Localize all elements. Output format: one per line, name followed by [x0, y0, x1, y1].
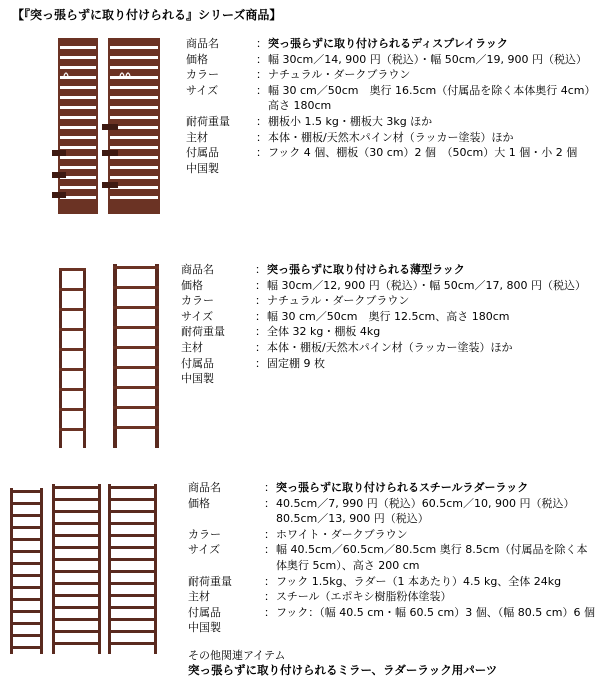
product-spec-display-rack: [186, 36, 598, 176]
display-rack-image: [48, 32, 166, 222]
spec-value: ナチュラル・ダークブラウン: [268, 68, 411, 82]
product-name: 突っ張らずに取り付けられるスチールラダーラック: [276, 481, 529, 494]
spec-row: [186, 67, 598, 83]
spec-row: [181, 293, 597, 309]
spec-colon: ：: [256, 68, 267, 82]
display-rack-narrow: [52, 38, 98, 214]
display-rack-wide: [102, 38, 160, 214]
product-spec-thin-rack: [181, 262, 597, 387]
spec-colon: ：: [255, 263, 266, 276]
spec-value: フック 1.5kg、ラダー（1 本あたり）4.5 kg、全体 24kg: [276, 574, 562, 588]
spec-row: [181, 356, 597, 372]
spec-row: [188, 496, 596, 527]
spec-row: [186, 52, 598, 68]
spec-label: 付属品: [181, 356, 214, 370]
spec-value: 幅 30 cm／50cm 奥行 12.5cm、高さ 180cm: [267, 309, 510, 323]
spec-row: [188, 589, 596, 605]
spec-value: 40.5cm／7, 990 円（税込）60.5cm／10, 900 円（税込） 80.5cm／13, 900 円（税込）: [276, 496, 575, 526]
spec-label: 付属品: [186, 146, 219, 160]
spec-value: 幅 30 cm／50cm 奥行 16.5cm（付属品を除く本体奥行 4cm） 高さ 180cm: [268, 83, 596, 113]
spec-colon: ：: [264, 527, 275, 541]
spec-label: 中国製: [186, 161, 219, 175]
spec-value: 本体・棚板/天然木パイン材（ラッカー塗装）ほか: [267, 340, 513, 354]
spec-row: [186, 36, 598, 52]
spec-label: 主材: [181, 340, 203, 354]
spec-colon: ：: [255, 294, 266, 308]
spec-colon: ：: [255, 325, 266, 339]
spec-colon: ：: [264, 481, 275, 494]
spec-colon: ：: [256, 37, 267, 50]
spec-row: [181, 371, 597, 387]
spec-label: カラー: [181, 294, 214, 308]
spec-value: 幅 40.5cm／60.5cm／80.5cm 奥行 8.5cm（付属品を除く本体奥行 5cm）、高さ 200 cm: [276, 543, 588, 572]
thin-rack-wide: [113, 264, 159, 448]
page-header: 【『突っ張らずに取り付けられる』シリーズ商品】: [12, 8, 282, 22]
spec-row: [181, 309, 597, 325]
spec-value: フック 4 個、棚板（30 cm）2 個 （50cm）大 1 個・小 2 個: [268, 146, 578, 160]
spec-label: 商品名: [181, 263, 214, 276]
spec-value: ナチュラル・ダークブラウン: [267, 294, 410, 308]
thin-rack-image: [55, 262, 165, 452]
spec-row: [188, 542, 596, 573]
spec-row: [188, 605, 596, 621]
spec-colon: ：: [256, 83, 267, 97]
spec-colon: ：: [255, 309, 266, 323]
spec-colon: ：: [256, 52, 267, 66]
spec-label: 商品名: [186, 37, 219, 50]
spec-label: カラー: [186, 68, 219, 82]
spec-label: サイズ: [188, 543, 221, 557]
spec-row: [186, 83, 598, 114]
related-items-title: その他関連アイテム: [188, 649, 286, 662]
spec-colon: ：: [255, 340, 266, 354]
spec-colon: [264, 620, 276, 636]
spec-colon: ：: [256, 146, 267, 160]
spec-row: [181, 262, 597, 278]
spec-row: [188, 620, 596, 636]
spec-row: [188, 480, 596, 496]
related-items: [188, 648, 497, 678]
spec-colon: [256, 161, 268, 177]
spec-value: [268, 161, 598, 177]
ladder-rack-image: [8, 482, 160, 657]
ladder-rack-medium: [52, 484, 101, 654]
spec-label: 価格: [188, 496, 210, 510]
spec-label: 主材: [188, 590, 210, 604]
spec-label: 耐荷重量: [186, 114, 230, 128]
spec-label: 商品名: [188, 481, 221, 494]
spec-colon: ：: [264, 543, 275, 557]
spec-row: [188, 527, 596, 543]
spec-label: 価格: [181, 278, 203, 292]
spec-colon: ：: [264, 574, 275, 588]
spec-label: 耐荷重量: [181, 325, 225, 339]
spec-colon: ：: [264, 605, 275, 619]
spec-label: 中国製: [181, 372, 214, 386]
ladder-rack-small: [10, 488, 43, 654]
spec-value: 幅 30cm／14, 900 円（税込）・幅 50cm／19, 900 円（税込）: [268, 52, 587, 66]
spec-label: 主材: [186, 130, 208, 144]
spec-colon: ：: [256, 130, 267, 144]
spec-row: [188, 574, 596, 590]
related-items-name: 突っ張らずに取り付けられるミラー、ラダーラック用パーツ: [188, 663, 498, 677]
spec-value: [276, 620, 596, 636]
spec-row: [181, 340, 597, 356]
spec-row: [181, 278, 597, 294]
spec-label: サイズ: [181, 309, 214, 323]
spec-label: サイズ: [186, 83, 219, 97]
spec-colon: [255, 371, 267, 387]
spec-row: [181, 324, 597, 340]
spec-value: ホワイト・ダークブラウン: [276, 527, 408, 541]
spec-colon: ：: [255, 356, 266, 370]
spec-colon: ：: [264, 590, 275, 604]
product-name: 突っ張らずに取り付けられるディスプレイラック: [268, 37, 508, 50]
spec-value: 幅 30cm／12, 900 円（税込）・幅 50cm／17, 800 円（税込）: [267, 278, 586, 292]
spec-row: [186, 145, 598, 161]
ladder-rack-large: [108, 484, 157, 654]
spec-label: 価格: [186, 52, 208, 66]
spec-value: 本体・棚板/天然木パイン材（ラッカー塗装）ほか: [268, 130, 514, 144]
spec-label: 付属品: [188, 605, 221, 619]
spec-value: 棚板小 1.5 kg・棚板大 3kg ほか: [268, 114, 433, 128]
thin-rack-narrow: [59, 268, 86, 448]
spec-value: スチール（エポキシ樹脂粉体塗装）: [276, 590, 452, 604]
spec-colon: ：: [256, 114, 267, 128]
spec-row: [186, 130, 598, 146]
spec-colon: ：: [264, 496, 275, 510]
spec-value: 固定棚 9 枚: [267, 356, 325, 370]
spec-label: 中国製: [188, 621, 221, 635]
product-name: 突っ張らずに取り付けられる薄型ラック: [267, 263, 465, 276]
spec-label: カラー: [188, 527, 221, 541]
spec-value: [267, 371, 597, 387]
product-spec-ladder-rack: [188, 480, 596, 636]
spec-value: フック：（幅 40.5 cm・幅 60.5 cm）3 個、（幅 80.5 cm）6 個: [276, 605, 595, 619]
spec-value: 全体 32 kg・棚板 4kg: [267, 325, 381, 339]
spec-colon: ：: [255, 278, 266, 292]
spec-row: [186, 114, 598, 130]
spec-row: [186, 161, 598, 177]
spec-label: 耐荷重量: [188, 574, 232, 588]
